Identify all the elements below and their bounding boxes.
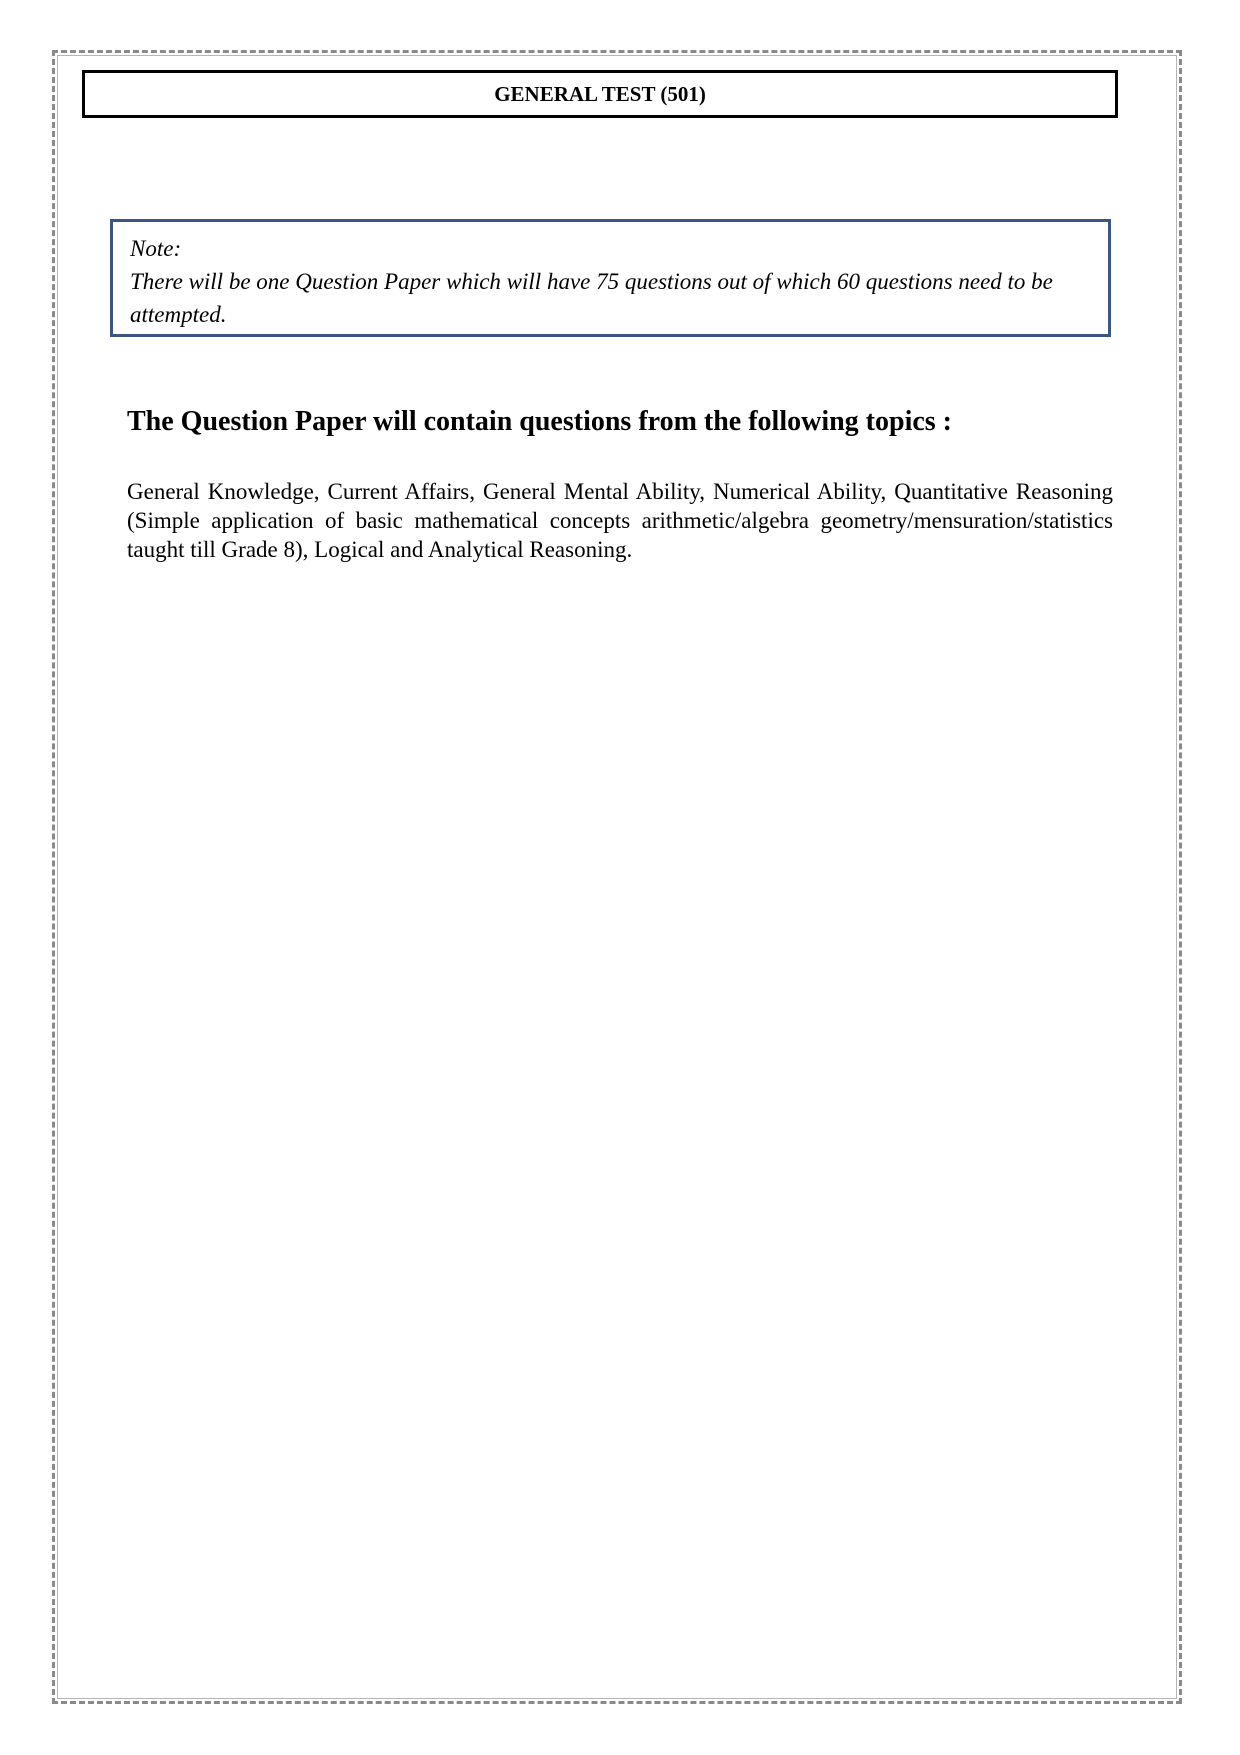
document-title-text: GENERAL TEST (501) bbox=[494, 81, 706, 106]
document-title bbox=[82, 70, 1118, 118]
note-box bbox=[110, 219, 1111, 337]
note-label: Note: bbox=[130, 236, 182, 261]
section-heading: The Question Paper will contain questions from the following topics : bbox=[127, 406, 953, 437]
topics-paragraph: General Knowledge, Current Affairs, General Mental Ability, Numerical Ability, Quantitative Reasoning (Simple application of basic mathematical concepts arithmetic/algebra geometry/mensuration/statistics taught till Grade 8), Logical and Analytical Reasoning. bbox=[127, 479, 1113, 562]
note-text: There will be one Question Paper which will have 75 questions out of which 60 questions need to be attempted. bbox=[130, 269, 1053, 327]
